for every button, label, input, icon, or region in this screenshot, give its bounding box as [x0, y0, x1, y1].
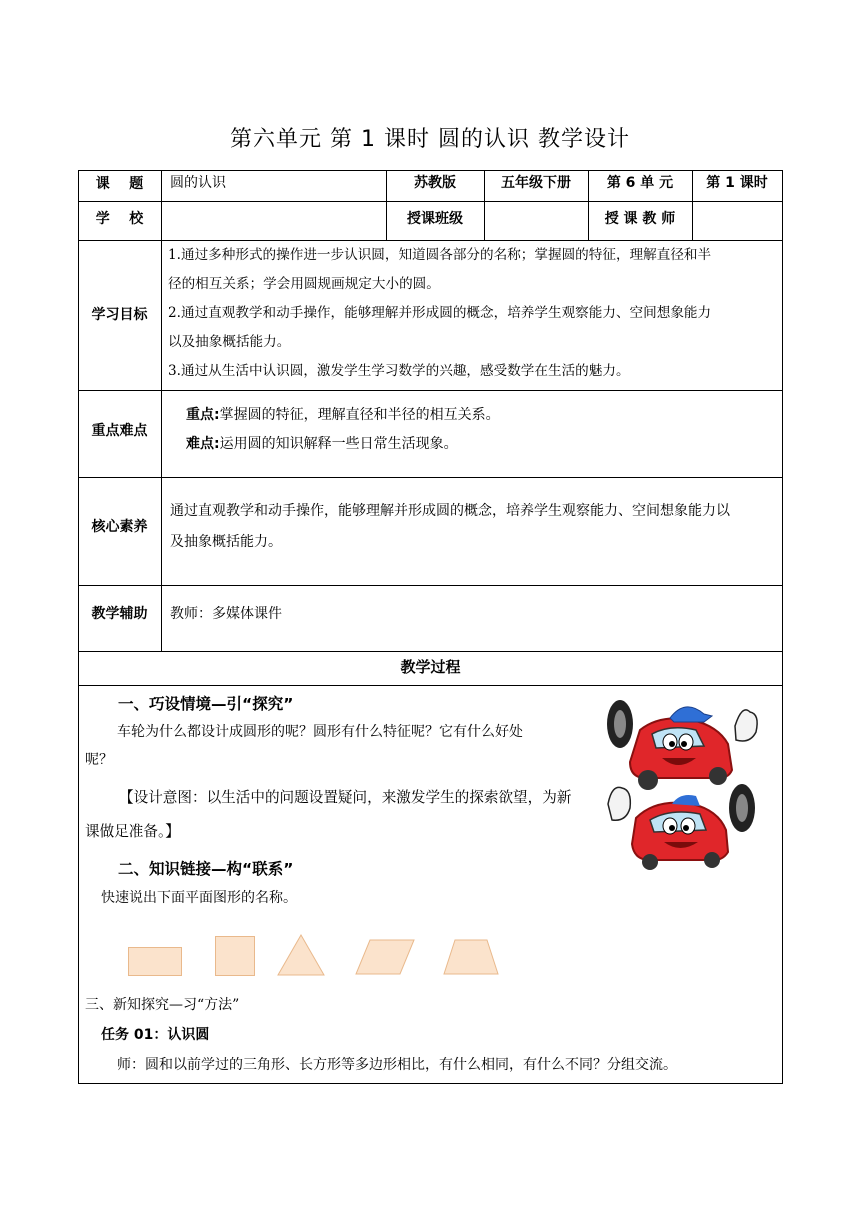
rectangle-shape [128, 947, 182, 976]
task-title: 任务 01：认识圆 [101, 1027, 210, 1043]
unit-value: 第 6 单 元 [606, 175, 674, 191]
parallelogram-shape [355, 939, 415, 975]
class-label: 授课班级 [407, 211, 463, 227]
topic-label: 课 题 [95, 176, 144, 192]
grade-value: 五年级下册 [501, 175, 571, 191]
aids-text: 教师：多媒体课件 [170, 606, 282, 622]
objectives-label: 学习目标 [91, 307, 148, 323]
aids-label: 教学辅助 [91, 606, 148, 622]
focus-text: 掌握圆的特征，理解直径和半径的相互关系。 [219, 407, 500, 423]
literacy-line: 通过直观教学和动手操作，能够理解并形成圆的概念，培养学生观察能力、空间想象能力以 [170, 503, 730, 519]
section-1-question: 车轮为什么都设计成圆形的呢？圆形有什么特征呢？它有什么好处 [117, 724, 523, 740]
objectives-text [168, 241, 780, 386]
focus-label: 重点: [186, 407, 220, 423]
objective-line: 1.通过多种形式的操作进一步认识圆，知道圆各部分的名称；掌握圆的特征，理解直径和半 [168, 247, 712, 263]
lesson-value: 第 1 课时 [706, 175, 768, 191]
literacy-label: 核心素养 [91, 519, 148, 535]
teacher-question: 师：圆和以前学过的三角形、长方形等多边形相比，有什么相同，有什么不同？分组交流。 [117, 1057, 677, 1073]
difficulty-text: 运用圆的知识解释一些日常生活现象。 [219, 436, 458, 452]
section-2-text: 快速说出下面平面图形的名称。 [101, 890, 297, 906]
square-shape [215, 936, 255, 976]
trapezoid-shape [443, 939, 499, 975]
page-title: 第六单元 第 1 课时 圆的认识 教学设计 [230, 127, 630, 152]
literacy-text [170, 496, 778, 558]
literacy-line: 及抽象概括能力。 [170, 534, 282, 550]
section-3-title: 三、新知探究—习“方法” [85, 997, 240, 1013]
car-bottom [608, 784, 755, 870]
process-heading: 教学过程 [400, 658, 461, 676]
objective-line: 2.通过直观教学和动手操作，能够理解并形成圆的概念，培养学生观察能力、空间想象能力 [168, 305, 712, 321]
keypoints-text [186, 401, 776, 459]
triangle-shape [277, 934, 325, 976]
teacher-label: 授 课 教 师 [604, 211, 676, 227]
objective-line: 径的相互关系；学会用圆规画规定大小的圆。 [168, 276, 440, 292]
design-intent-end: 课做足准备。】 [85, 823, 180, 840]
section-1-title: 一、巧设情境—引“探究” [118, 695, 294, 713]
school-label: 学 校 [95, 211, 144, 227]
section-2-title: 二、知识链接—构“联系” [118, 860, 294, 878]
car-top [607, 700, 757, 790]
topic-value: 圆的认识 [170, 175, 226, 191]
edition-value: 苏教版 [414, 175, 456, 191]
objective-line: 以及抽象概括能力。 [168, 334, 291, 350]
objective-line: 3.通过从生活中认识圆，激发学生学习数学的兴趣，感受数学在生活的魅力。 [168, 363, 630, 379]
difficulty-label: 难点: [186, 436, 220, 452]
keypoints-label: 重点难点 [91, 423, 148, 439]
design-intent: 【设计意图：以生活中的问题设置疑问，来激发学生的探索欲望，为新 [119, 789, 572, 806]
section-1-question-end: 呢？ [85, 752, 113, 768]
car-illustration [600, 692, 765, 872]
